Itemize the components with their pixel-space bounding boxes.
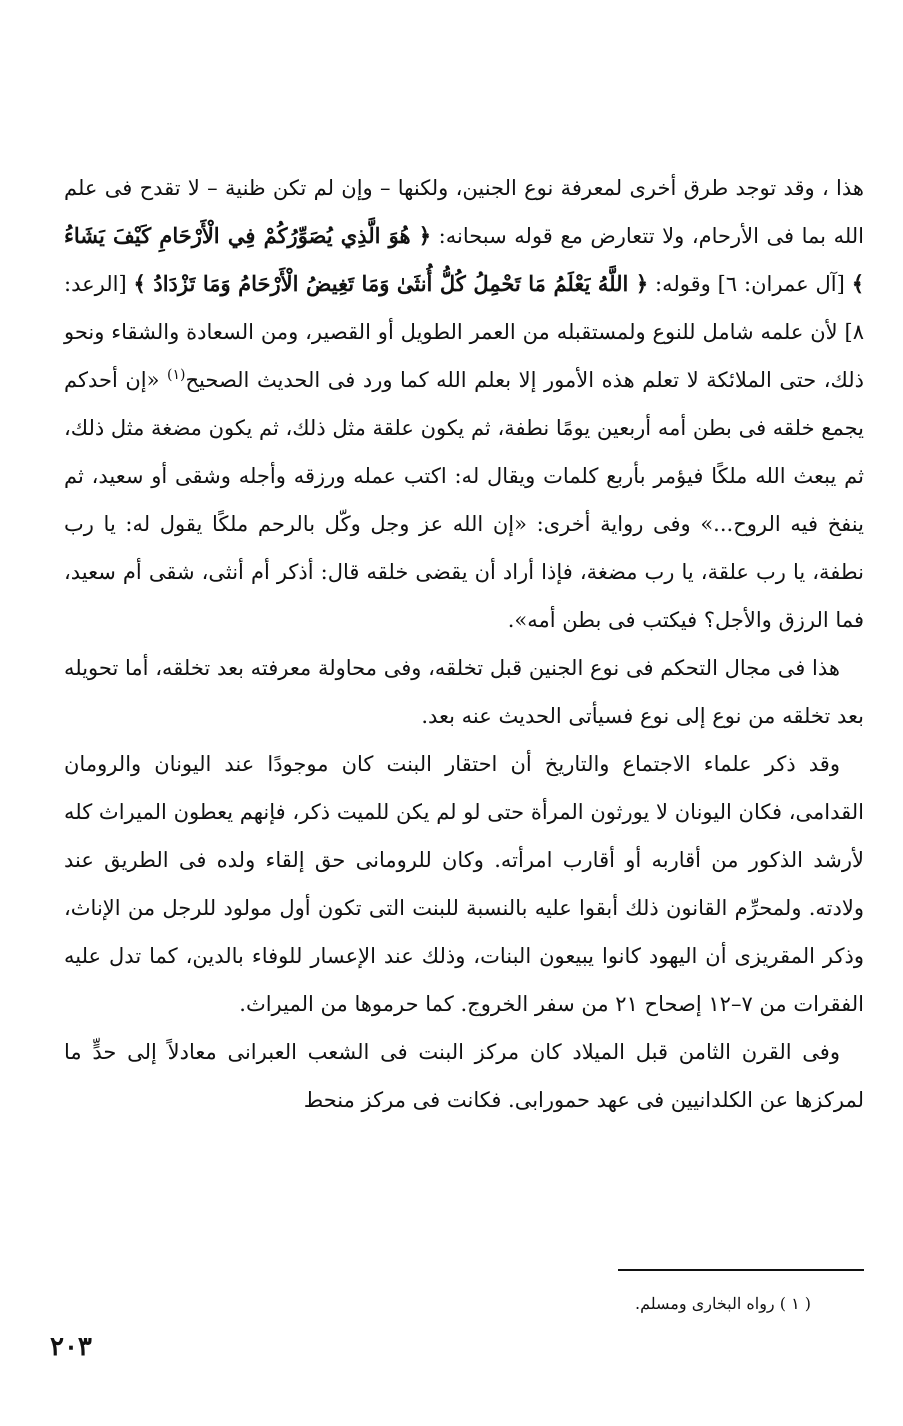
- quran-verse: ﴿ اللَّهُ يَعْلَمُ مَا تَحْمِلُ كُلُّ أُنثَىٰ وَمَا تَغِيضُ الْأَرْحَامُ وَمَا تَزْدَادُ ﴾: [133, 271, 649, 296]
- footnote-divider: [618, 1269, 864, 1271]
- paragraph-3: [64, 740, 864, 1028]
- paragraph-4: [64, 1028, 864, 1124]
- text-segment: [آل عمران: ٦] وقوله:: [648, 272, 852, 296]
- body-text: [64, 164, 864, 1124]
- footnote: ( ١ ) رواه البخارى ومسلم.: [635, 1294, 811, 1313]
- paragraph-1: [64, 164, 864, 644]
- hadith-text: «إن أحدكم يجمع خلقه فى بطن أمه أربعين يومًا نطفة، ثم يكون علقة مثل ذلك، ثم يكون مضغة مثل ذلك، ثم يبعث الله ملكًا فيؤمر بأربع كلمات ويقال له: اكتب عمله ورزقه وأجله وشقى أو سعيد، ثم ينفخ فيه الروح...» وفى رواية أخرى: «إن الله عز وجل وكّل بالرحم ملكًا يقول له: يا رب نطفة، يا رب علقة، يا رب مضغة، فإذا أراد أن يقضى خلقه قال: أذكر أم أنثى، شقى أم سعيد، فما الرزق والأجل؟ فيكتب فى بطن أمه».: [63, 368, 864, 632]
- page-number: ٢٠٣: [50, 1332, 92, 1362]
- paragraph-2: [64, 644, 864, 740]
- quran-verse: ﴿ هُوَ الَّذِي يُصَوِّرُكُمْ فِي الْأَرْحَامِ كَيْفَ يَشَاءُ ﴾: [64, 223, 865, 296]
- text-segment: هذا ، وقد توجد طرق أخرى لمعرفة نوع الجنين، ولكنها – وإن لم تكن ظنية – لا تقدح فى علم الله بما فى الأرحام، ولا تتعارض مع قوله سبحانه:: [64, 176, 865, 248]
- text-segment: [الرعد: ٨] لأن علمه شامل للنوع ولمستقبله من العمر الطويل أو القصير، ومن السعادة والشقاء ونحو ذلك، حتى الملائكة لا تعلم هذه الأمور إلا بعلم الله كما ورد فى الحديث الصحيح: [64, 272, 864, 392]
- text-segment: وفى القرن الثامن قبل الميلاد كان مركز البنت فى الشعب العبرانى معادلاً إلى حدٍّ ما لمركزها عن الكلدانيين فى عهد حمورابى. فكانت فى مركز منحط: [64, 1040, 864, 1112]
- text-segment: وقد ذكر علماء الاجتماع والتاريخ أن احتقار البنت كان موجودًا عند اليونان والرومان القدامى، فكان اليونان لا يورثون المرأة حتى لو لم يكن للميت ذكر، فإنهم يعطون الميراث كله لأرشد الذكور من أقاربه أو أقارب امرأته. وكان للرومانى حق إلقاء ولده فى الطريق عند ولادته. ولمحرِّم القانون ذلك أبقوا عليه بالنسبة للبنت التى تكون أول مولود للرجل من الإناث، وذكر المقريزى أن اليهود كانوا يبيعون البنات، وذلك عند الإعسار للوفاء بالدين، كما تدل عليه الفقرات من ٧–١٢ إصحاح ٢١ من سفر الخروج. كما حرموها من الميراث.: [64, 752, 864, 1016]
- text-segment: هذا فى مجال التحكم فى نوع الجنين قبل تخلقه، وفى محاولة معرفته بعد تخلقه، أما تحويله بعد تخلقه من نوع إلى نوع فسيأتى الحديث عنه بعد.: [64, 656, 864, 728]
- footnote-reference: (١): [167, 367, 186, 383]
